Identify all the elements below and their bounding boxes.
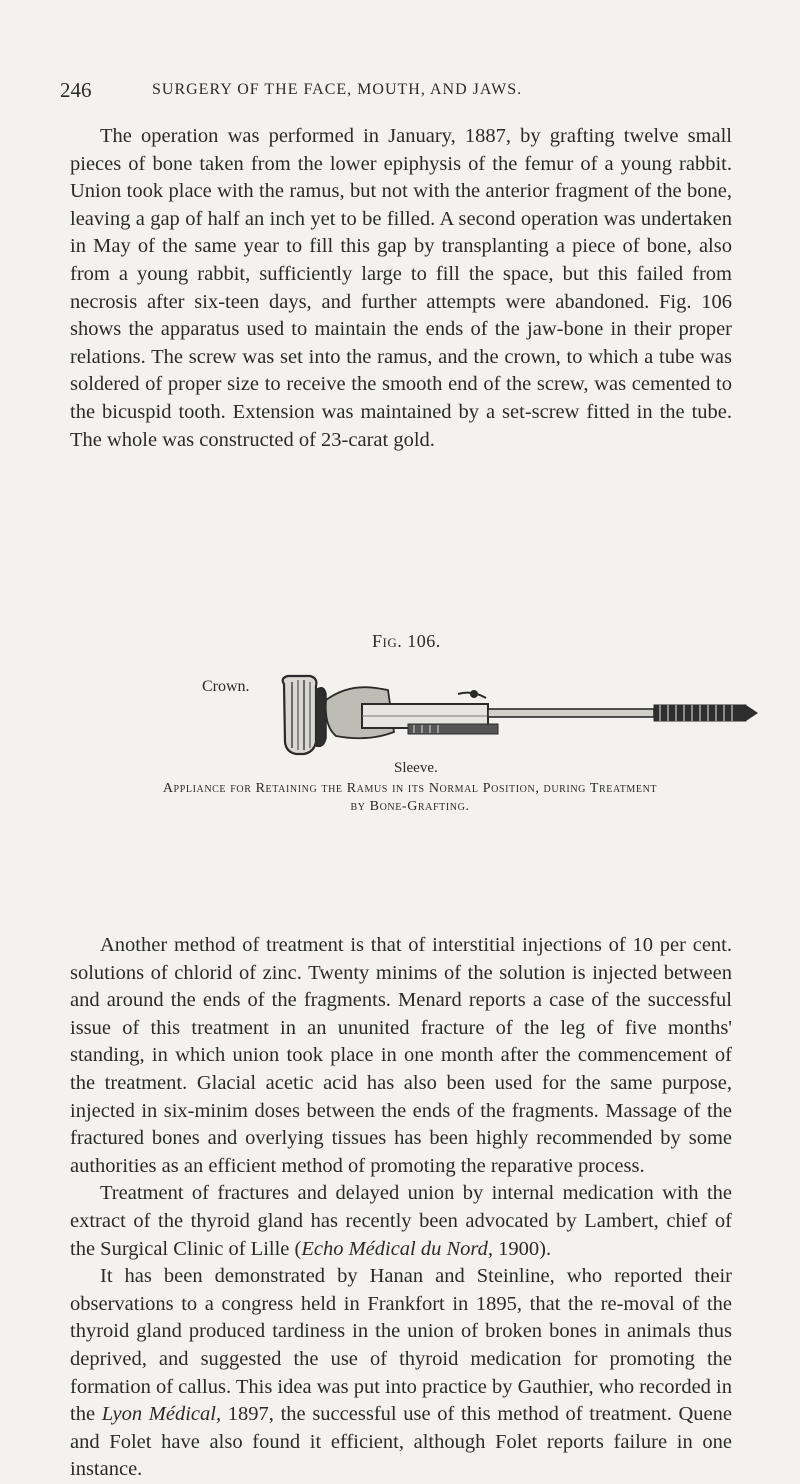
para4-text-start: It has been demonstrated by Hanan and Steinline, who reported their observations to a congress held in Frankfort in 1895, that the re-moval of the thyroid gland produced tardiness in the union of broken bones in animals thus deprived, and suggested the use of thyroid medication for promoting the formation of callus. This idea was put into practice by Gauthier, who recorded in the — [70, 1265, 733, 1426]
screw-drawing — [488, 705, 758, 721]
paragraph-thyroid-removal — [70, 1263, 732, 1484]
paragraph-bone-grafting: The operation was performed in January, 1887, by grafting twelve small pieces of bone taken from the lower epiphysis of the femur of a young rabbit. Union took place with the ramus, but not with the anterior fragment of the bone, leaving a gap of half an inch yet to be filled. A second operation was undertaken in May of the same year to fill this gap by transplanting a piece of bone, also from a young rabbit, sufficiently large to fill the space, but this failed from necrosis after six-teen days, and further attempts were abandoned. Fig. 106 shows the apparatus used to maintain the ends of the jaw-bone in their proper relations. The screw was set into the ramus, and the crown, to which a tube was soldered of proper size to receive the smooth end of the screw, was cemented to the bicuspid tooth. Extension was maintained by a set-screw fitted in the tube. The whole was constructed of 23-carat gold. — [70, 125, 732, 451]
appliance-illustration — [258, 654, 768, 758]
paragraph-thyroid-treatment — [70, 1180, 732, 1263]
para3-text-start: Treatment of fractures and delayed union by internal medication with the extract of the thyroid gland has recently been advocated by Lambert, chief of the Surgical Clinic of Lille ( — [70, 1182, 732, 1260]
figure-label: Fig. 106. — [372, 631, 441, 651]
page-header — [60, 78, 740, 108]
journal-title-echo: Echo Médical du Nord, — [301, 1237, 494, 1260]
paragraph-zinc-injections: Another method of treatment is that of interstitial injections of 10 per cent. solutions of chlorid of zinc. Twenty minims of the solution is injected between and around the ends of the fragments. Menard reports a case of the successful issue of this treatment in an ununited fracture of the leg of five months' standing, in which union took place in one month after the commencement of the treatment. Glacial acetic acid has also been used for the same purpose, injected in six-minim doses between the ends of the fragments. Massage of the fractured bones and overlying tissues has been highly recommended by some authorities as an efficient method of promoting the reparative process. — [70, 934, 732, 1177]
caption-line-2: by Bone-Grafting. — [350, 799, 470, 814]
text-block-bottom — [70, 932, 732, 1484]
para3-text-end: 1900). — [493, 1237, 552, 1260]
page-number: 246 — [60, 78, 92, 102]
crown-drawing — [283, 676, 326, 754]
sleeve-label: Sleeve. — [394, 760, 438, 776]
caption-line-1: Appliance for Retaining the Ramus in its Normal Position, during Treatment — [162, 781, 658, 796]
running-head: SURGERY OF THE FACE, MOUTH, AND JAWS. — [152, 81, 523, 98]
text-block-top — [70, 123, 732, 454]
para4-text-end: 1897, the successful use of this method of treatment. Quene and Folet have also found it efficient, although Folet reports failure in one instance. — [70, 1403, 733, 1481]
crown-label: Crown. — [202, 678, 250, 695]
journal-title-lyon: Lyon Médical, — [101, 1403, 222, 1426]
sleeve-drawing — [326, 687, 498, 738]
figure-caption — [60, 780, 760, 816]
